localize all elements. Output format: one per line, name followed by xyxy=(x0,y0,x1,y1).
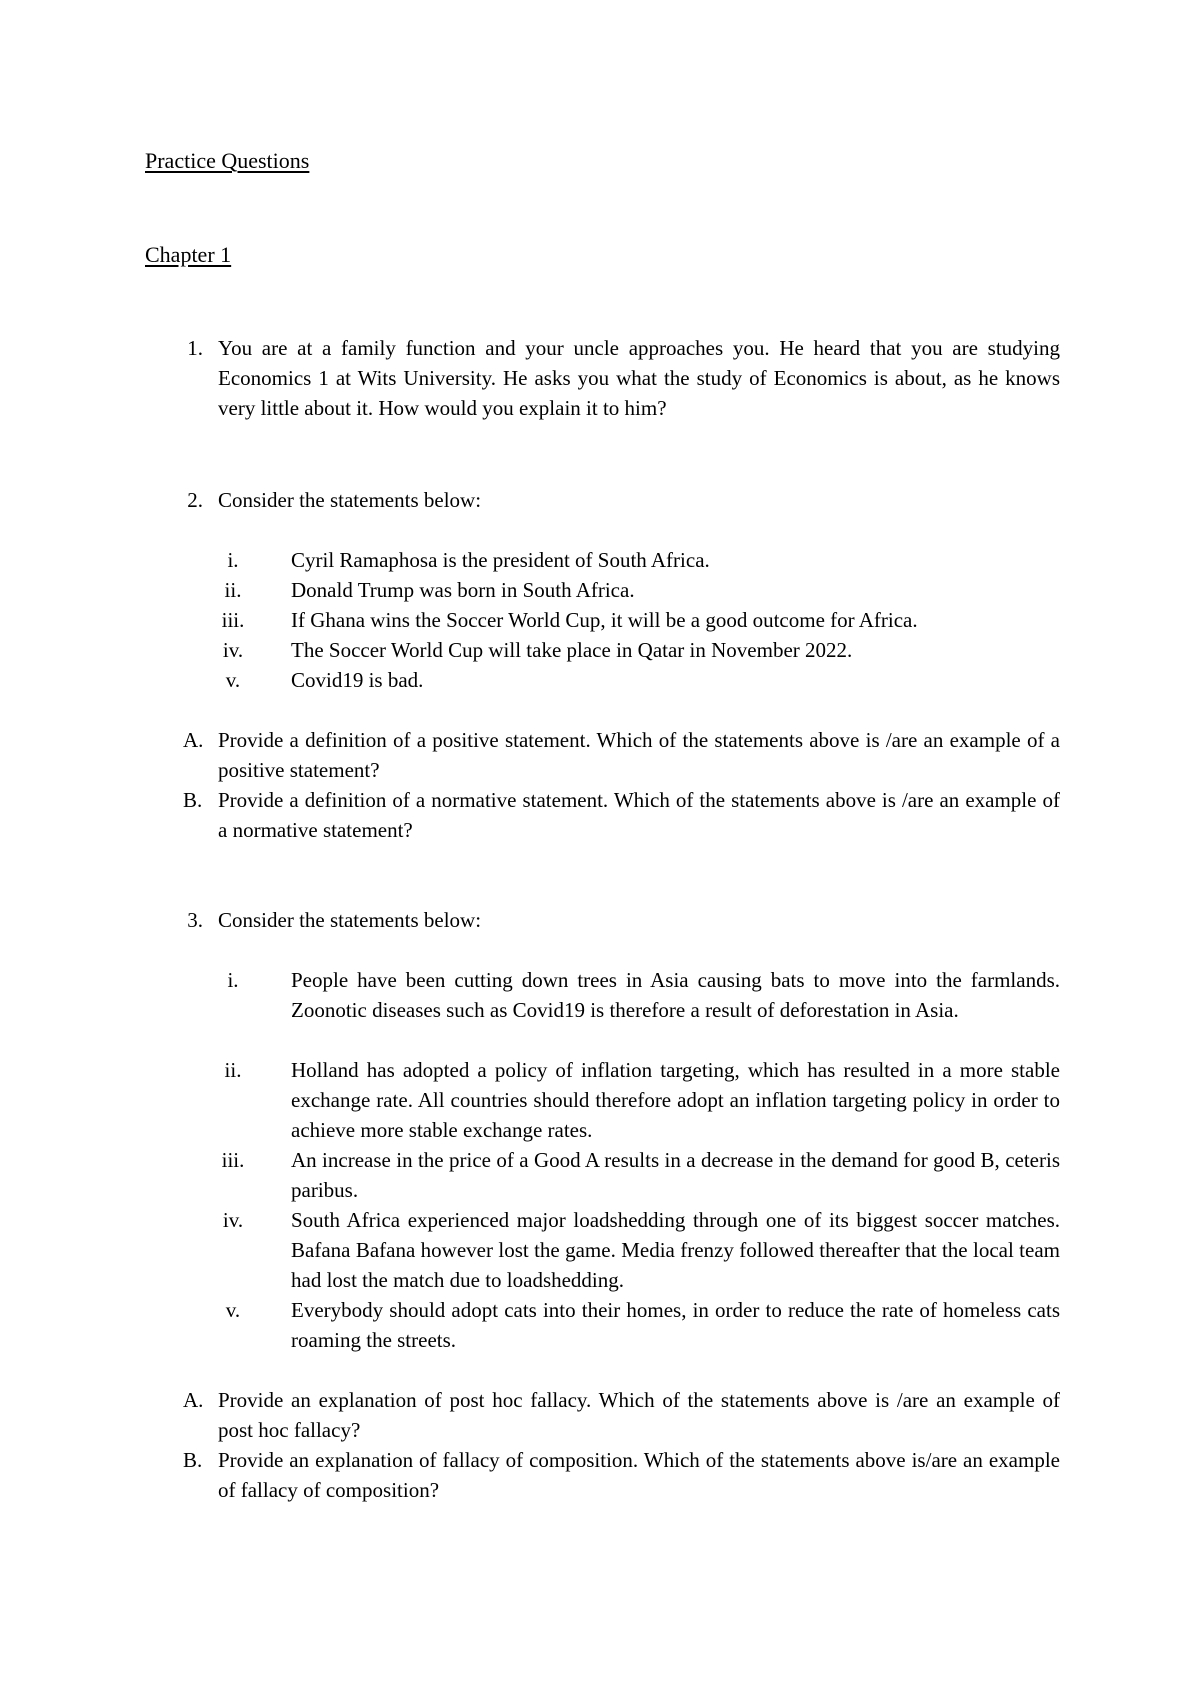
question-number: 3. xyxy=(187,908,203,932)
roman-numeral: iv. xyxy=(222,638,244,662)
roman-numeral: iii. xyxy=(221,608,245,632)
roman-numeral: v. xyxy=(225,668,241,692)
subquestion-letter: B. xyxy=(183,788,203,812)
subquestion-text: Provide a definition of a normative statement. Which of the statements above is /are an example of a normative statement? xyxy=(218,788,1060,842)
subquestion-text: Provide an explanation of fallacy of composition. Which of the statements above is/are an example of fallacy of composition? xyxy=(218,1448,1060,1502)
subquestion-text: Provide a definition of a positive statement. Which of the statements above is /are an example of a positive statement? xyxy=(218,728,1060,782)
statement-text: If Ghana wins the Soccer World Cup, it will be a good outcome for Africa. xyxy=(291,608,918,632)
statement-text: The Soccer World Cup will take place in Qatar in November 2022. xyxy=(291,638,853,662)
question-intro: Consider the statements below: xyxy=(218,488,482,512)
statement-text: Donald Trump was born in South Africa. xyxy=(291,578,635,602)
question-intro: Consider the statements below: xyxy=(218,908,482,932)
statement-text: Holland has adopted a policy of inflation targeting, which has resulted in a more stable exchange rate. All countries should therefore adopt an inflation targeting policy in order to achieve more stable exchange rates. xyxy=(291,1058,1060,1142)
page-title: Practice Questions xyxy=(145,148,310,173)
roman-numeral: v. xyxy=(225,1298,241,1322)
roman-numeral: i. xyxy=(227,548,239,572)
roman-numeral: ii. xyxy=(224,1058,242,1082)
roman-numeral: ii. xyxy=(224,578,242,602)
statement-text: An increase in the price of a Good A results in a decrease in the demand for good B, ceteris paribus. xyxy=(291,1148,1060,1202)
question-text: You are at a family function and your uncle approaches you. He heard that you are studying Economics 1 at Wits University. He asks you what the study of Economics is about, as he knows very little about it. How would you explain it to him? xyxy=(218,336,1060,420)
statement-text: Everybody should adopt cats into their homes, in order to reduce the rate of homeless cats roaming the streets. xyxy=(291,1298,1060,1352)
statement-text: Cyril Ramaphosa is the president of South Africa. xyxy=(291,548,710,572)
subquestion-letter: B. xyxy=(183,1448,203,1472)
subquestion-text: Provide an explanation of post hoc fallacy. Which of the statements above is /are an example of post hoc fallacy? xyxy=(218,1388,1060,1442)
question-number: 2. xyxy=(187,488,203,512)
roman-numeral: iii. xyxy=(221,1148,245,1172)
chapter-heading: Chapter 1 xyxy=(145,242,232,267)
roman-numeral: i. xyxy=(227,968,239,992)
subquestion-letter: A. xyxy=(183,1388,204,1412)
statement-text: South Africa experienced major loadshedding through one of its biggest soccer matches. Bafana Bafana however lost the game. Media frenzy followed thereafter that the local team had lost the match due to loadshedding. xyxy=(291,1208,1060,1292)
subquestion-letter: A. xyxy=(183,728,204,752)
statement-text: People have been cutting down trees in Asia causing bats to move into the farmlands. Zoonotic diseases such as Covid19 is therefore a result of deforestation in Asia. xyxy=(291,968,1060,1022)
statement-text: Covid19 is bad. xyxy=(291,668,424,692)
roman-numeral: iv. xyxy=(222,1208,244,1232)
question-number: 1. xyxy=(187,336,203,360)
